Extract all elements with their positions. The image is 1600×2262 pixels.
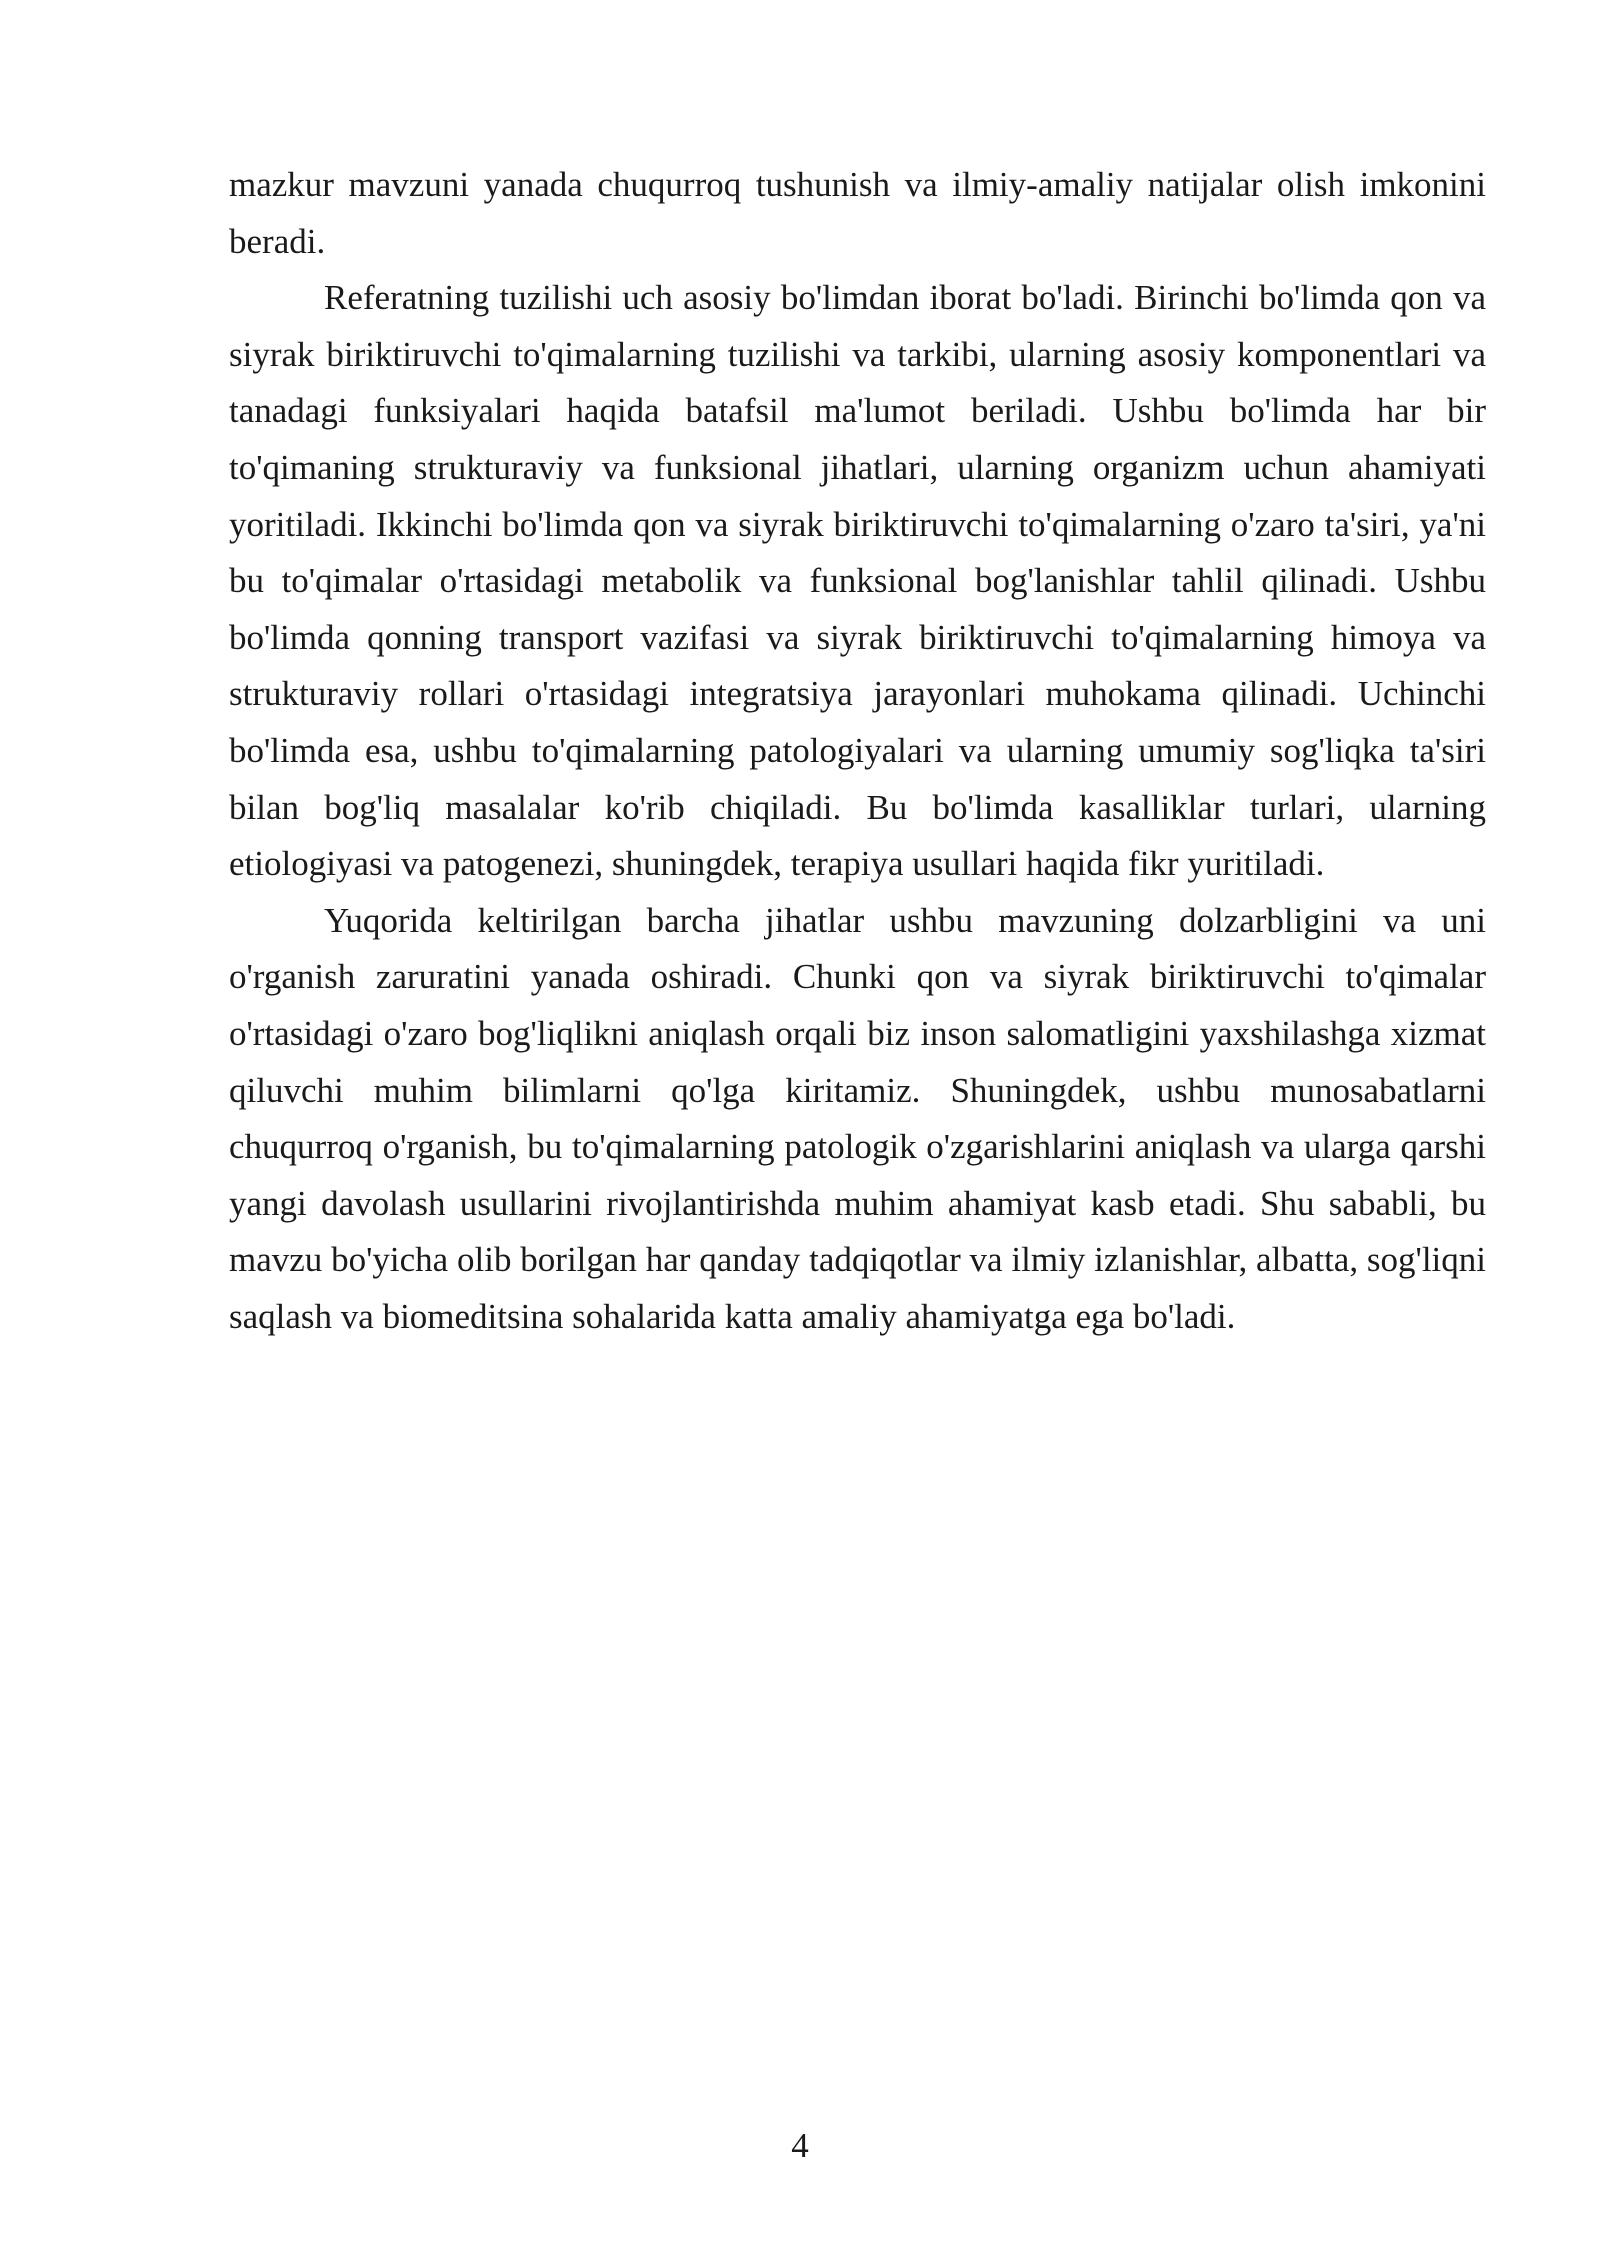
paragraph-continuation: mazkur mavzuni yanada chuqurroq tushunish va ilmiy-amaliy natijalar olish imkonini beradi. [229, 165, 1486, 261]
body-text [229, 157, 1486, 1345]
page-number: 4 [791, 2126, 809, 2165]
paragraph-structure: Referatning tuzilishi uch asosiy bo'limdan iborat bo'ladi. Birinchi bo'limda qon va siyrak biriktiruvchi to'qimalarning tuzilishi va tarkibi, ularning asosiy komponentlari va tanadagi funksiyalari haqida batafsil ma'lumot beriladi. Ushbu bo'limda har bir to'qimaning strukturaviy va funksional jihatlari, ularning organizm uchun ahamiyati yoritiladi. Ikkinchi bo'limda qon va siyrak biriktiruvchi to'qimalarning o'zaro ta'siri, ya'ni bu to'qimalar o'rtasidagi metabolik va funksional bog'lanishlar tahlil qilinadi. Ushbu bo'limda qonning transport vazifasi va siyrak biriktiruvchi to'qimalarning himoya va strukturaviy rollari o'rtasidagi integratsiya jarayonlari muhokama qilinadi. Uchinchi bo'limda esa, ushbu to'qimalarning patologiyalari va ularning umumiy sog'liqka ta'siri bilan bog'liq masalalar ko'rib chiqiladi. Bu bo'limda kasalliklar turlari, ularning etiologiyasi va patogenezi, shuningdek, terapiya usullari haqida fikr yuritiladi. [229, 278, 1486, 884]
paragraph-relevance: Yuqorida keltirilgan barcha jihatlar ushbu mavzuning dolzarbligini va uni o'rganish zaruratini yanada oshiradi. Chunki qon va siyrak biriktiruvchi to'qimalar o'rtasidagi o'zaro bog'liqlikni aniqlash orqali biz inson salomatligini yaxshilashga xizmat qiluvchi muhim bilimlarni qo'lga kiritamiz. Shuningdek, ushbu munosabatlarni chuqurroq o'rganish, bu to'qimalarning patologik o'zgarishlarini aniqlash va ularga qarshi yangi davolash usullarini rivojlantirishda muhim ahamiyat kasb etadi. Shu sababli, bu mavzu bo'yicha olib borilgan har qanday tadqiqotlar va ilmiy izlanishlar, albatta, sog'liqni saqlash va biomeditsina sohalarida katta amaliy ahamiyatga ega bo'ladi. [229, 900, 1486, 1336]
